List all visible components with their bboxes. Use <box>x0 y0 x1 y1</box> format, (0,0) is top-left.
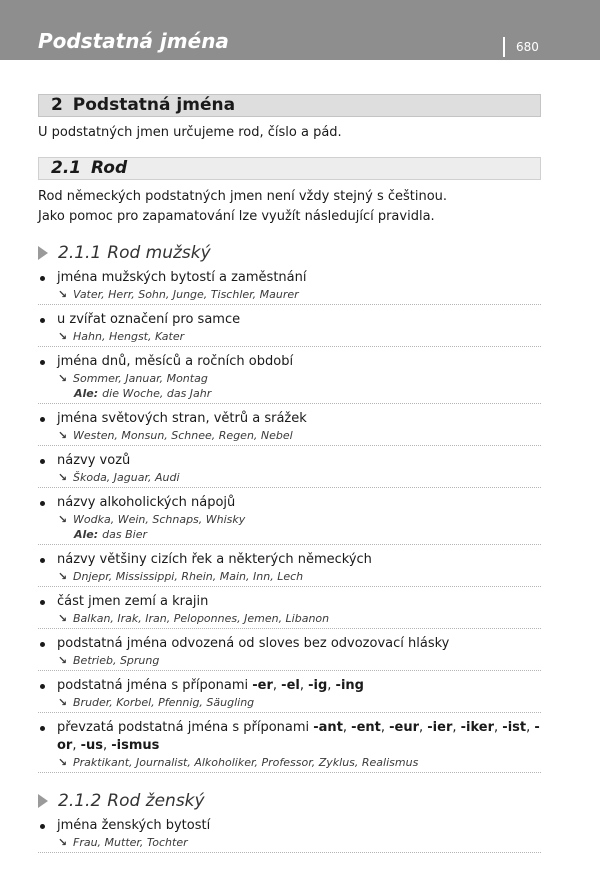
masculine-title: Rod mužský <box>107 243 211 263</box>
page-header <box>0 0 600 60</box>
example-line <box>57 835 541 850</box>
subsection-text-line: Rod německých podstatných jmen není vždy stejný s češtinou. <box>38 189 448 204</box>
suffix: -iker <box>460 720 495 735</box>
list-item <box>38 593 541 629</box>
masculine-rule-list <box>38 269 541 773</box>
example-line <box>57 287 541 302</box>
example-words: Frau, Mutter, Tochter <box>73 836 188 849</box>
rule-text: jména ženských bytostí <box>57 818 211 833</box>
example-words: Bruder, Korbel, Pfennig, Säugling <box>73 696 255 709</box>
arrow-down-right-icon: ↘ <box>57 429 68 442</box>
example-words: Balkan, Irak, Iran, Peloponnes, Jemen, Libanon <box>73 612 330 625</box>
list-item <box>38 410 541 446</box>
arrow-down-right-icon: ↘ <box>57 570 68 583</box>
example-words: Vater, Herr, Sohn, Junge, Tischler, Maurer <box>73 288 299 301</box>
list-item <box>38 494 541 545</box>
suffix: -ant <box>313 720 343 735</box>
example-words: Wodka, Wein, Schnaps, Whisky <box>73 513 246 526</box>
feminine-heading <box>38 791 541 811</box>
exception-words: die Woche, das Jahr <box>102 387 212 400</box>
page-content <box>38 94 541 859</box>
rule-text: názvy většiny cizích řek a některých německých <box>57 552 372 567</box>
rule-text: názvy vozů <box>57 453 131 468</box>
list-item <box>38 817 541 853</box>
rule-text: podstatná jména s příponami -er, -el, -ig, -ing <box>57 678 364 693</box>
rule-text: názvy alkoholických nápojů <box>57 495 236 510</box>
example-words: Dnjepr, Mississippi, Rhein, Main, Inn, Lech <box>73 570 304 583</box>
arrow-down-right-icon: ↘ <box>57 471 68 484</box>
list-item <box>38 635 541 671</box>
example-words: Praktikant, Journalist, Alkoholiker, Professor, Zyklus, Realismus <box>73 756 419 769</box>
suffix: -us <box>80 738 103 753</box>
triangle-right-icon <box>38 246 48 260</box>
masculine-heading <box>38 243 541 263</box>
triangle-right-icon <box>38 794 48 808</box>
section-title: Podstatná jména <box>72 95 236 115</box>
example-line <box>57 371 541 386</box>
list-item <box>38 719 541 773</box>
arrow-down-right-icon: ↘ <box>57 612 68 625</box>
rule-text: jména mužských bytostí a zaměstnání <box>57 270 307 285</box>
example-line <box>57 512 541 527</box>
suffix: -ier <box>427 720 453 735</box>
example-line <box>57 755 541 770</box>
rule-text: jména světových stran, větrů a srážek <box>57 411 307 426</box>
suffix: -el <box>281 678 300 693</box>
example-words: Sommer, Januar, Montag <box>73 372 208 385</box>
arrow-down-right-icon: ↘ <box>57 330 68 343</box>
example-line <box>57 695 541 710</box>
rule-text: jména dnů, měsíců a ročních období <box>57 354 294 369</box>
suffix: -ig <box>308 678 328 693</box>
section-heading <box>38 94 541 117</box>
header-divider <box>503 37 505 57</box>
feminine-number: 2.1.2 <box>58 791 102 811</box>
exception-label: Ale: <box>74 387 99 400</box>
example-words: Betrieb, Sprung <box>73 654 160 667</box>
rule-text-prefix: podstatná jména s příponami <box>57 678 253 693</box>
subsection-title: Rod <box>91 158 128 178</box>
suffix: -eur <box>389 720 420 735</box>
list-item <box>38 452 541 488</box>
suffix: -or <box>57 720 540 753</box>
suffix: -er <box>252 678 273 693</box>
arrow-down-right-icon: ↘ <box>57 696 68 709</box>
arrow-down-right-icon: ↘ <box>57 372 68 385</box>
suffix: -ent <box>351 720 381 735</box>
rule-text-prefix: převzatá podstatná jména s příponami <box>57 720 314 735</box>
rule-text: převzatá podstatná jména s příponami -ant, -ent, -eur, -ier, -iker, -ist, -or, -us, -ismus <box>57 720 540 753</box>
suffix: -ing <box>335 678 364 693</box>
example-line <box>57 569 541 584</box>
exception-line <box>57 527 541 542</box>
list-item <box>38 677 541 713</box>
header-title: Podstatná jména <box>38 29 229 53</box>
example-line <box>57 470 541 485</box>
list-item <box>38 269 541 305</box>
arrow-down-right-icon: ↘ <box>57 836 68 849</box>
exception-words: das Bier <box>102 528 147 541</box>
example-words: Westen, Monsun, Schnee, Regen, Nebel <box>73 429 293 442</box>
subsection-heading <box>38 157 541 180</box>
section-number: 2 <box>51 95 63 115</box>
list-item <box>38 551 541 587</box>
exception-line <box>57 386 541 401</box>
example-line <box>57 653 541 668</box>
arrow-down-right-icon: ↘ <box>57 654 68 667</box>
feminine-title: Rod ženský <box>107 791 205 811</box>
arrow-down-right-icon: ↘ <box>57 288 68 301</box>
feminine-rule-list <box>38 817 541 853</box>
masculine-number: 2.1.1 <box>58 243 102 263</box>
section-intro: U podstatných jmen určujeme rod, číslo a pád. <box>38 125 342 140</box>
example-line <box>57 329 541 344</box>
example-words: Škoda, Jaguar, Audi <box>73 471 180 484</box>
example-line <box>57 428 541 443</box>
arrow-down-right-icon: ↘ <box>57 513 68 526</box>
example-words: Hahn, Hengst, Kater <box>73 330 185 343</box>
rule-text: část jmen zemí a krajin <box>57 594 209 609</box>
suffix: -ist <box>502 720 527 735</box>
arrow-down-right-icon: ↘ <box>57 756 68 769</box>
example-line <box>57 611 541 626</box>
list-item <box>38 353 541 404</box>
subsection-text-line: Jako pomoc pro zapamatování lze využít následující pravidla. <box>38 209 435 224</box>
rule-text: u zvířat označení pro samce <box>57 312 241 327</box>
subsection-number: 2.1 <box>51 158 82 178</box>
suffix: -ismus <box>111 738 160 753</box>
rule-text: podstatná jména odvozená od sloves bez odvozovací hlásky <box>57 636 450 651</box>
list-item <box>38 311 541 347</box>
subsection-text <box>38 187 541 227</box>
page-number: 680 <box>516 40 539 54</box>
exception-label: Ale: <box>74 528 99 541</box>
